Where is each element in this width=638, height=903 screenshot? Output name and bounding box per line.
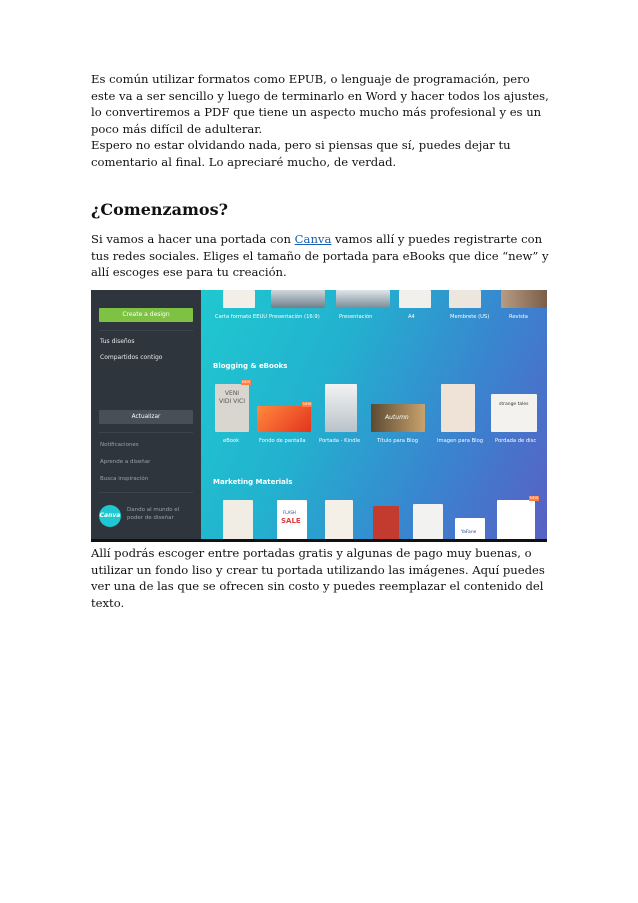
paragraph-comment: Espero no estar olvidando nada, pero si piensas que sí, puedes dejar tu comentario al final. Lo apreciaré mucho, de verdad. <box>91 138 511 169</box>
sidebar-divider <box>99 432 193 433</box>
thumb-marketing-2[interactable] <box>277 500 307 542</box>
caption-blog-image: Imagen para Blog <box>437 438 484 444</box>
canva-tagline: Dando al mundo el poder de diseñar <box>127 507 180 521</box>
thumb-magazine[interactable] <box>501 290 547 308</box>
thumb-a4[interactable] <box>399 290 431 308</box>
caption-presentation: Presentación <box>339 314 373 320</box>
thumb-marketing-1[interactable] <box>223 500 253 542</box>
thumb-marketing-3[interactable] <box>325 500 353 542</box>
sidebar-divider <box>99 330 193 331</box>
caption-a4: A4 <box>408 314 415 320</box>
section-blogging-title: Blogging & eBooks <box>213 362 288 370</box>
thumb-flash-text: FLASH <box>283 510 296 515</box>
paragraph-canva <box>91 231 551 281</box>
caption-presentation-169: Presentación (16:9) <box>269 314 320 320</box>
thumb-presentation-169[interactable] <box>271 290 325 308</box>
thumb-autumn-text: Autumn <box>385 414 409 421</box>
new-badge: NEW <box>242 380 251 384</box>
section-marketing-title: Marketing Materials <box>213 478 293 486</box>
caption-magazine: Revista <box>509 314 528 320</box>
thumb-presentation[interactable] <box>336 290 390 308</box>
thumb-ebook[interactable] <box>215 384 249 432</box>
update-button[interactable]: Actualizar <box>99 410 193 424</box>
caption-blog-title: Título para Blog <box>377 438 419 444</box>
thumb-marketing-5[interactable] <box>413 504 443 542</box>
thumb-wallpaper[interactable] <box>257 406 311 432</box>
thumb-blog-image[interactable] <box>441 384 475 432</box>
sidebar-item-notifications[interactable]: Notificaciones <box>100 442 139 448</box>
text-before-link: Si vamos a hacer una portada con <box>91 232 295 246</box>
paragraph-templates: Allí podrás escoger entre portadas gratis y algunas de pago muy buenas, o utilizar un fondo liso y crear tu portada utilizando las imágenes. Aquí puedes ver una de las que se ofrecen sin costo y puedes reemplazar el contenido del texto. <box>91 546 545 610</box>
caption-letterhead: Membrete (US) <box>450 314 490 320</box>
sidebar-item-learn[interactable]: Aprende a diseñar <box>100 459 151 465</box>
screenshot-bottom-edge <box>91 539 547 542</box>
caption-kindle: Portada - Kindle <box>319 438 361 444</box>
thumb-marketing-7[interactable] <box>497 500 535 542</box>
new-badge: NEW <box>530 496 539 500</box>
sidebar-item-inspiration[interactable]: Busca inspiración <box>100 476 149 482</box>
caption-letter: Carta formato EEUU <box>215 314 268 320</box>
canva-main <box>201 290 547 542</box>
create-design-button[interactable]: Create a design <box>99 308 193 322</box>
thumb-sale-text: SALE <box>281 517 301 525</box>
caption-ebook: eBook <box>223 438 240 444</box>
paragraph-intro: Es común utilizar formatos como EPUB, o lenguaje de programación, pero este va a ser sencillo y luego de terminarlo en Word y hacer todos los ajustes, lo convertiremos a PDF que tiene un aspecto mucho más profesional y es un poco más difícil de adulterar. <box>91 72 549 136</box>
thumb-album-cover[interactable] <box>491 394 537 432</box>
canva-link[interactable]: Canva <box>294 232 332 246</box>
canva-logo: Canva <box>99 505 121 527</box>
sidebar-item-designs[interactable]: Tus diseños <box>100 338 135 345</box>
thumb-strange-text: strange tales <box>499 402 529 407</box>
sidebar-divider <box>99 492 193 493</box>
thumb-kindle[interactable] <box>325 384 357 432</box>
new-badge: NEW <box>303 402 312 406</box>
thumb-marketing-4[interactable] <box>373 506 399 542</box>
thumb-blog-title[interactable] <box>371 404 425 432</box>
section-heading: ¿Comenzamos? <box>91 200 228 219</box>
canva-screenshot <box>91 290 547 542</box>
text-after-link: vamos allí y puedes registrarte con tus redes sociales. Eliges el tamaño de portada para eBooks que dice “new” y allí escoges ese para tu creación. <box>91 232 549 279</box>
thumb-yahme-text: YaFane <box>461 530 477 535</box>
thumb-letter[interactable] <box>223 290 255 308</box>
thumb-ebook-text: VENI VIDI VICI <box>218 390 245 405</box>
canva-sidebar <box>91 290 201 542</box>
caption-album-cover: Pordada de disc <box>495 438 537 444</box>
caption-wallpaper: Fondo de pantalla <box>259 438 306 444</box>
sidebar-item-shared[interactable]: Compartidos contigo <box>100 354 163 361</box>
thumb-letterhead[interactable] <box>449 290 481 308</box>
